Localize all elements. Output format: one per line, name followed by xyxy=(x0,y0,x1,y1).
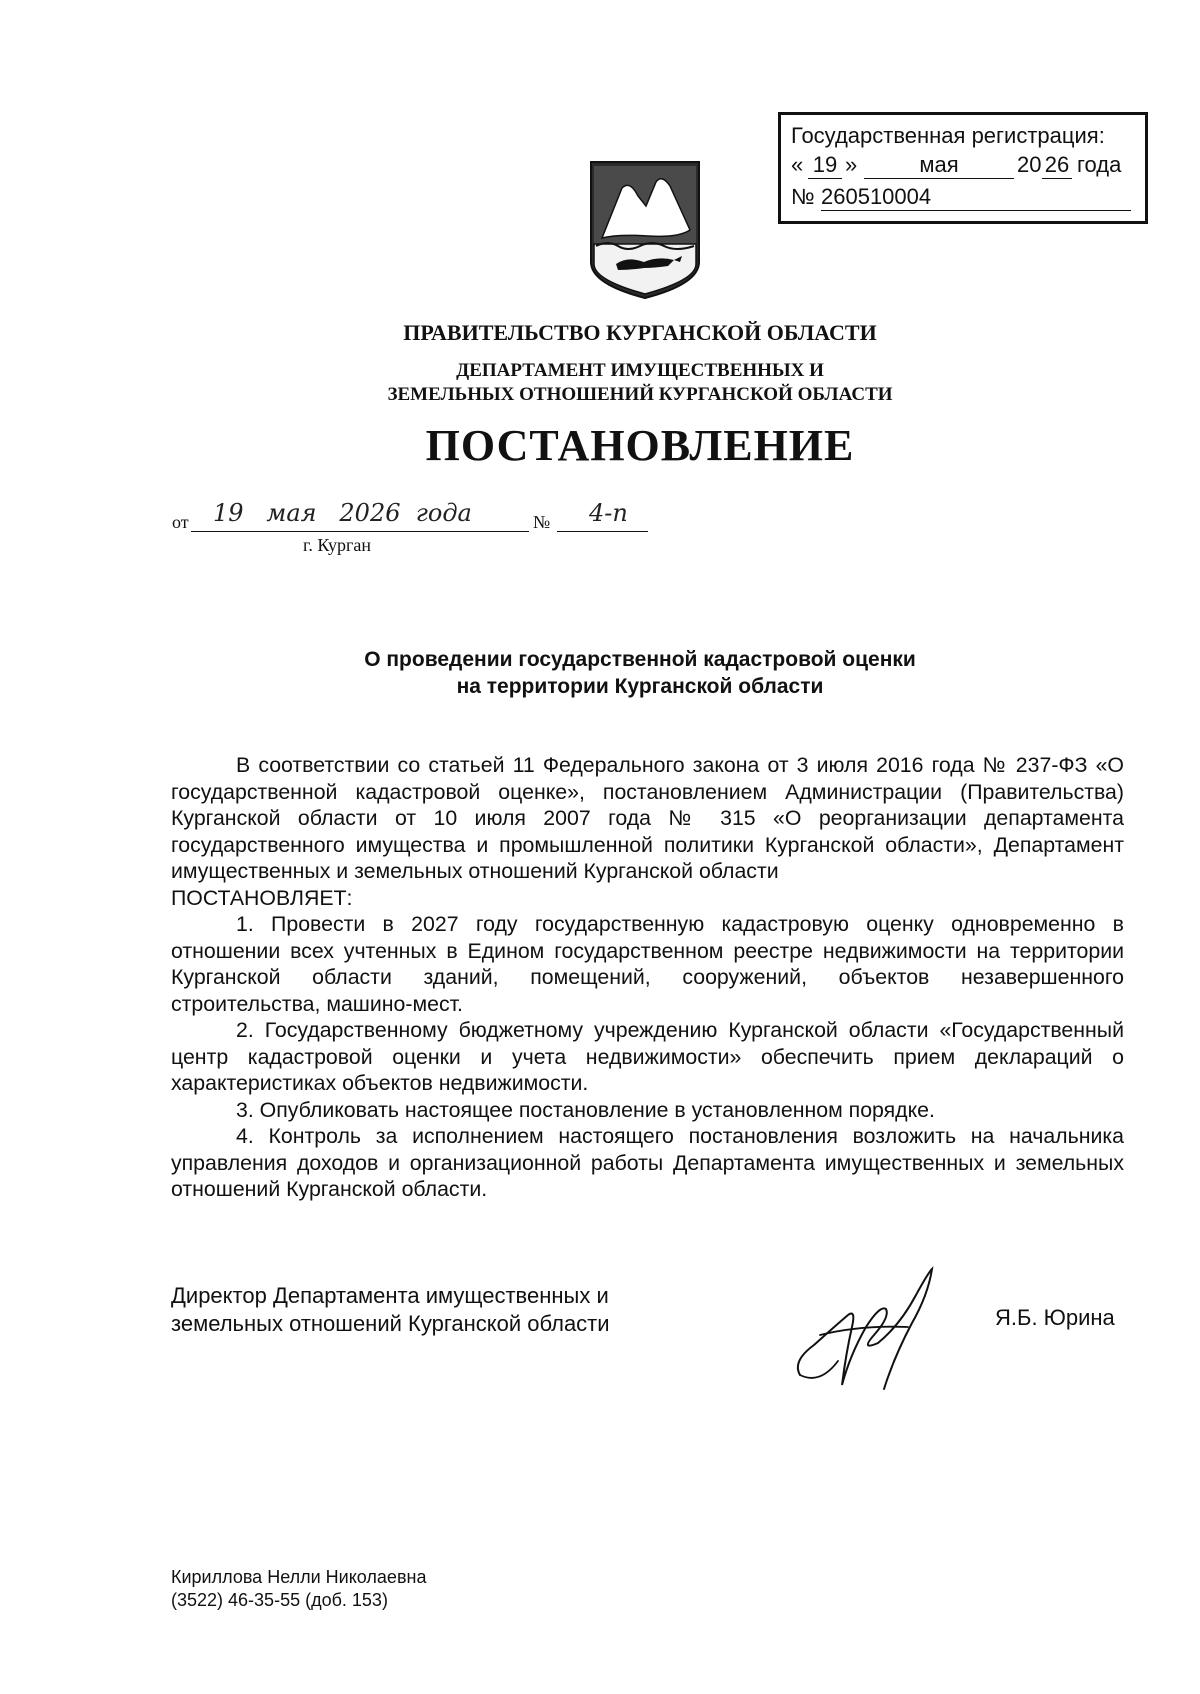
subject-line2: на территории Курганской области xyxy=(456,675,824,698)
number-line xyxy=(557,499,648,532)
stamp-year-prefix: 20 xyxy=(1017,152,1042,177)
executor-phone: (3522) 46-35-55 (доб. 153) xyxy=(171,1590,388,1610)
stamp-number-line xyxy=(791,184,1141,212)
signer-position xyxy=(171,1282,610,1338)
stamp-title: Государственная регистрация: xyxy=(791,123,1105,148)
decree-number-label: № xyxy=(533,512,551,532)
stamp-quote-open: « xyxy=(791,152,804,177)
executor-info xyxy=(171,1566,426,1612)
item-2: 2. Государственному бюджетному учреждению Курганской области «Государственный центр кадастровой оценки и учета недвижимости» обеспечить прием деклараций о характеристиках объектов недвижимости. xyxy=(171,1018,1124,1095)
signer-position-line1: Директор Департамента имущественных и xyxy=(171,1283,609,1308)
stamp-date-line xyxy=(791,152,1141,180)
document-body xyxy=(171,752,1124,1203)
document-type: ПОСТАНОВЛЕНИЕ xyxy=(425,421,855,470)
handwritten-number: 4-п xyxy=(589,499,628,527)
stamp-year-suffix: 26 xyxy=(1042,152,1072,179)
stamp-number-sign: № xyxy=(791,184,815,209)
city: г. Курган xyxy=(303,535,372,555)
signer-name: Я.Б. Юрина xyxy=(995,1305,1115,1330)
stamp-quote-close: » xyxy=(845,152,858,177)
document-subject xyxy=(0,646,1200,700)
stamp-month: мая xyxy=(864,152,1014,179)
date-from-label: от xyxy=(172,512,189,532)
date-line xyxy=(191,499,529,532)
department-name-line2: ЗЕМЕЛЬНЫХ ОТНОШЕНИЙ КУРГАНСКОЙ ОБЛАСТИ xyxy=(387,384,893,405)
subject-line1: О проведении государственной кадастровой оценки xyxy=(364,648,916,671)
department-name-line1: ДЕПАРТАМЕНТ ИМУЩЕСТВЕННЫХ И xyxy=(456,360,824,381)
stamp-number: 260510004 xyxy=(821,184,1131,211)
executor-name: Кириллова Нелли Николаевна xyxy=(171,1567,427,1587)
decree-word: ПОСТАНОВЛЯЕТ: xyxy=(171,885,353,910)
registration-stamp xyxy=(778,112,1148,224)
item-4: 4. Контроль за исполнением настоящего постановления возложить на начальника управления доходов и организационной работы Департамента имущественных и земельных отношений Курганской области. xyxy=(171,1124,1124,1201)
government-name: ПРАВИТЕЛЬСТВО КУРГАНСКОЙ ОБЛАСТИ xyxy=(403,320,877,345)
handwritten-date: 19 мая 2026 года xyxy=(213,499,472,527)
stamp-day: 19 xyxy=(808,152,842,179)
coat-of-arms-icon xyxy=(588,160,702,300)
handwritten-signature-icon xyxy=(790,1265,950,1395)
item-1: 1. Провести в 2027 году государственную кадастровую оценку одновременно в отношении всех учтенных в Едином государственном реестре недвижимости на территории Курганской области зданий, помещений, сооружений, объектов незавершенного строительства, машино-мест. xyxy=(171,912,1124,1016)
stamp-year-word: года xyxy=(1077,152,1122,177)
signer-position-line2: земельных отношений Курганской области xyxy=(171,1311,610,1336)
item-3: 3. Опубликовать настоящее постановление в установленном порядке. xyxy=(236,1097,935,1122)
preamble: В соответствии со статьей 11 Федерального закона от 3 июля 2016 года № 237-ФЗ «О государственной кадастровой оценке», постановлением Администрации (Правительства) Курганской области от 10 июля 2007 года № 315 «О реорганизации департамента государственного имущества и промышленной политики Курганской области», Департамент имущественных и земельных отношений Курганской области xyxy=(171,753,1124,883)
